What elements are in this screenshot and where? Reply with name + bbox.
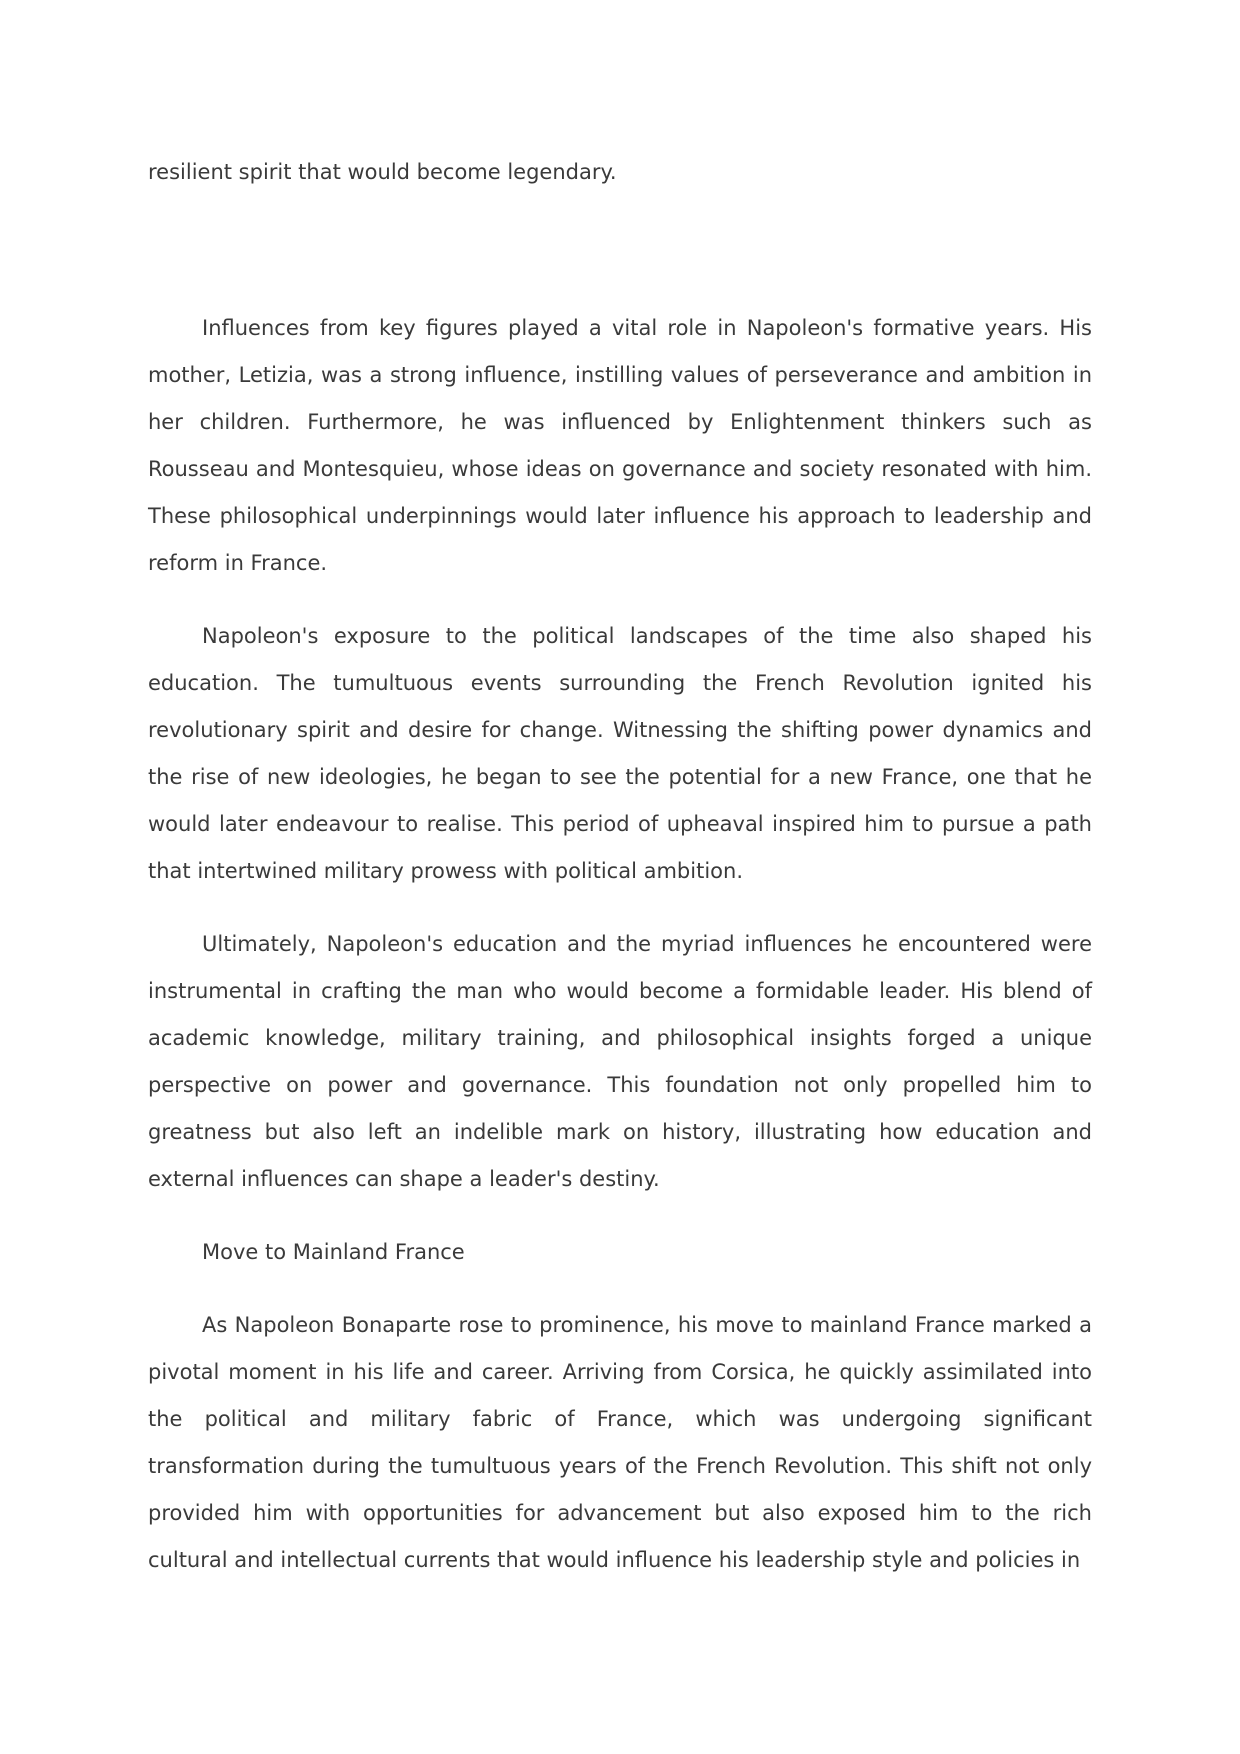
section-heading: Move to Mainland France <box>202 1240 465 1264</box>
paragraph-conclusion: Ultimately, Napoleon's education and the myriad influences he encountered were instrumental in crafting the man who would become a formidable leader. His blend of academic knowledge, military training, and philosophical insights forged a unique perspective on power and governance. This foundation not only propelled him to greatness but also left an indelible mark on history, illustrating how education and external influences can shape a leader's destiny. <box>148 932 1092 1191</box>
document-body <box>148 305 1092 1610</box>
paragraph-political-exposure: Napoleon's exposure to the political landscapes of the time also shaped his education. The tumultuous events surrounding the French Revolution ignited his revolutionary spirit and desire for change. Witnessing the shifting power dynamics and the rise of new ideologies, he began to see the potential for a new France, one that he would later endeavour to realise. This period of upheaval inspired him to pursue a path that intertwined military prowess with political ambition. <box>148 624 1092 883</box>
carry-over-text <box>148 149 1092 196</box>
carry-over-line: resilient spirit that would become legendary. <box>148 160 617 184</box>
paragraph-influences: Influences from key figures played a vital role in Napoleon's formative years. His mother, Letizia, was a strong influence, instilling values of perseverance and ambition in her children. Furthermore, he was influenced by Enlightenment thinkers such as Rousseau and Montesquieu, whose ideas on governance and society resonated with him. These philosophical underpinnings would later influence his approach to leadership and reform in France. <box>148 316 1092 575</box>
paragraph-mainland-france: As Napoleon Bonaparte rose to prominence, his move to mainland France marked a pivotal moment in his life and career. Arriving from Corsica, he quickly assimilated into the political and military fabric of France, which was undergoing significant transformation during the tumultuous years of the French Revolution. This shift not only provided him with opportunities for advancement but also exposed him to the rich cultural and intellectual currents that would influence his leadership style and policies in <box>148 1313 1092 1572</box>
